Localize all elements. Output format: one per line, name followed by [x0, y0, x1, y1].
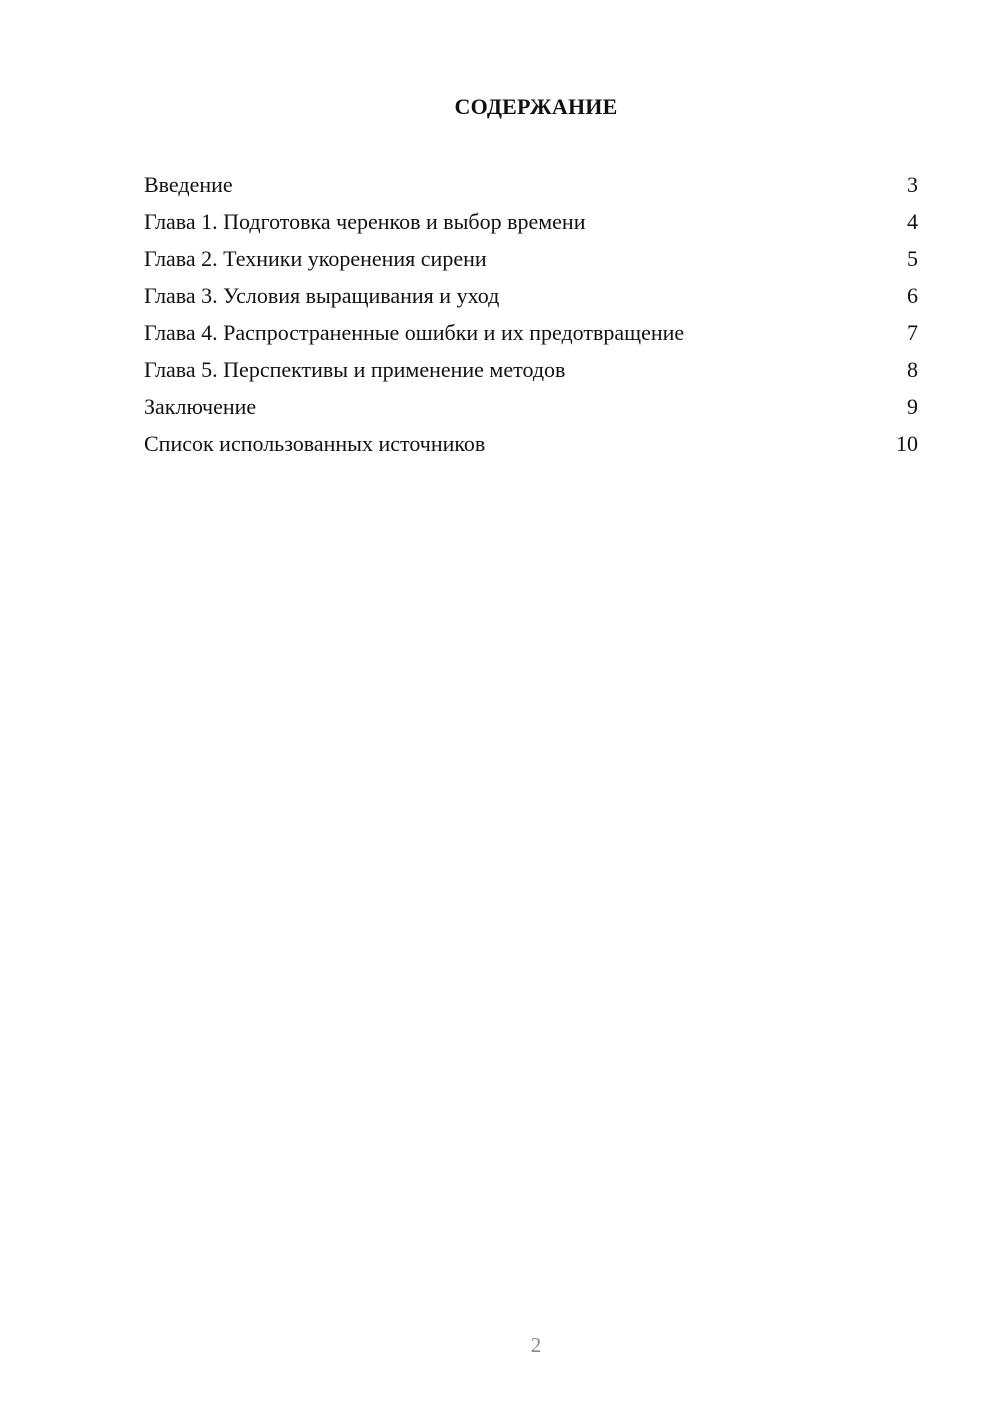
toc-entry-chapter-1[interactable]	[144, 207, 918, 244]
toc-entry-label: Глава 5. Перспективы и применение методов	[144, 357, 566, 382]
toc-entry-page: 5	[907, 246, 918, 271]
toc-entry-page: 4	[907, 209, 918, 234]
toc-entry-page: 3	[907, 172, 918, 197]
toc-entry-label: Введение	[144, 172, 233, 197]
toc-entry-label: Глава 4. Распространенные ошибки и их предотвращение	[144, 320, 685, 345]
toc-entry-label: Глава 1. Подготовка черенков и выбор времени	[144, 209, 586, 234]
toc-title: СОДЕРЖАНИЕ	[454, 94, 618, 119]
toc-entry-references[interactable]	[144, 429, 918, 466]
toc-entry-page: 8	[907, 357, 918, 382]
table-of-contents	[144, 170, 918, 466]
toc-entry-chapter-5[interactable]	[144, 355, 918, 392]
toc-entry-page: 9	[907, 394, 918, 419]
toc-entry-conclusion[interactable]	[144, 392, 918, 429]
page-number: 2	[530, 1333, 542, 1357]
toc-entry-label: Глава 2. Техники укоренения сирени	[144, 246, 487, 271]
toc-entry-chapter-2[interactable]	[144, 244, 918, 281]
toc-entry-page: 6	[907, 283, 918, 308]
toc-entry-label: Список использованных источников	[144, 431, 486, 456]
toc-entry-label: Глава 3. Условия выращивания и уход	[144, 283, 500, 308]
toc-entry-introduction[interactable]	[144, 170, 918, 207]
toc-entry-page: 7	[907, 320, 918, 345]
toc-entry-label: Заключение	[144, 394, 257, 419]
toc-entry-page: 10	[896, 431, 918, 456]
toc-entry-chapter-4[interactable]	[144, 318, 918, 355]
toc-entry-chapter-3[interactable]	[144, 281, 918, 318]
